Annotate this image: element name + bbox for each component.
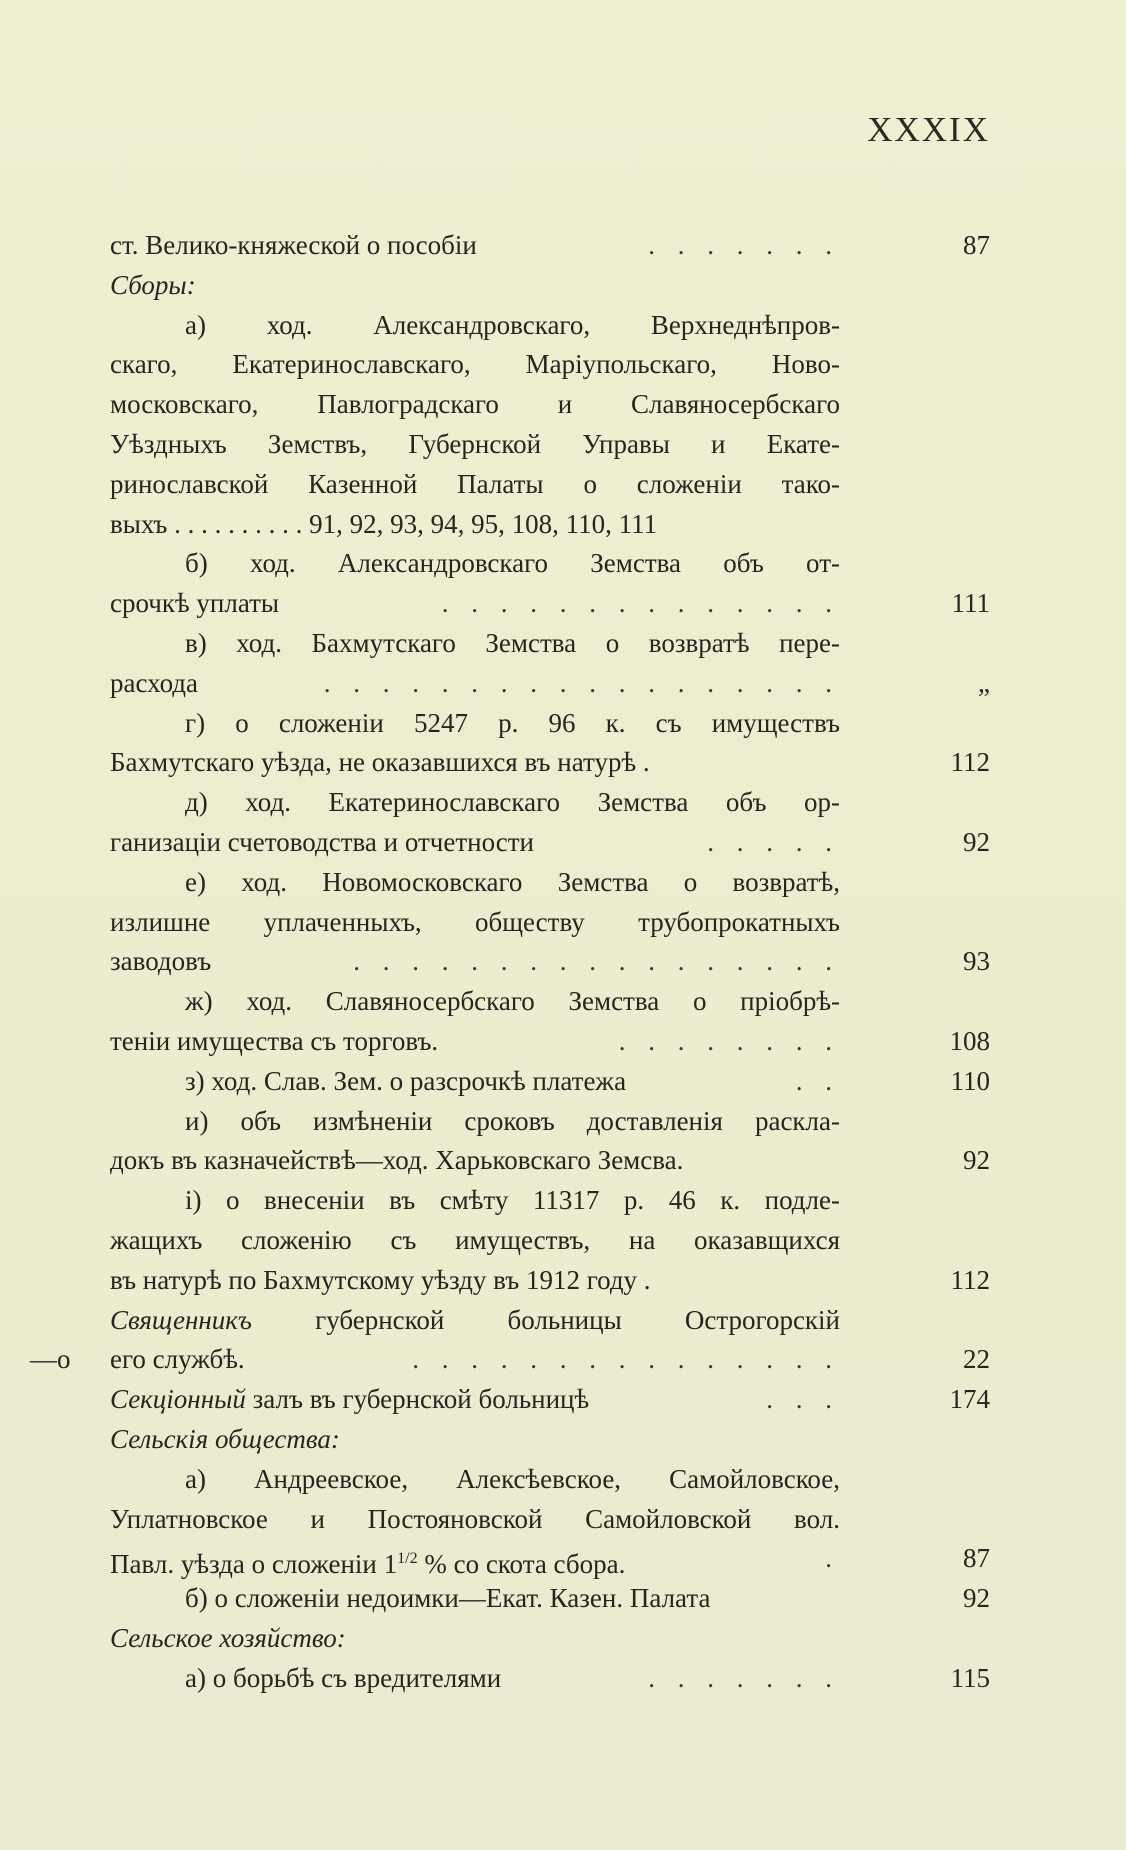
entry-text: ж) ход. Славяносербскаго Земства о пріобрѣ- — [185, 986, 840, 1017]
page-reference: 112 — [950, 1264, 990, 1295]
entry-text: Уѣздныхъ Земствъ, Губернской Управы и Екате- — [110, 428, 840, 459]
fraction-superscript: 1/2 — [397, 1550, 418, 1568]
entry-text: б) ход. Александровскаго Земства объ от- — [185, 548, 840, 579]
page-number: XXXIX — [867, 110, 990, 149]
entry-text: г) о сложеніи 5247 р. 96 к. съ имуществъ — [185, 707, 840, 738]
margin-mark: —о — [30, 1344, 71, 1375]
entry-text: Уплатновское и Постояновской Самойловской вол. — [110, 1503, 840, 1534]
entry-text: а) Андреевское, Алексѣевское, Самойловское, — [185, 1463, 840, 1494]
dot-leader: . — [825, 1543, 840, 1574]
index-line — [110, 1420, 990, 1460]
dot-leader: . . . . . . . . . . . . . . . . . . — [323, 667, 840, 698]
entry-text: Сборы: — [110, 269, 196, 300]
entry-text: московскаго, Павлоградскаго и Славяносербскаго — [110, 389, 840, 420]
dot-leader: . . . . . . . . — [618, 1025, 840, 1056]
index-line — [110, 1301, 990, 1341]
index-line — [110, 1659, 990, 1699]
index-line — [110, 226, 990, 266]
dot-leader: . . . . . — [707, 826, 840, 857]
page-reference: 22 — [963, 1344, 990, 1375]
entry-text: излишне уплаченныхъ, обществу трубопрокатныхъ — [110, 906, 840, 937]
entry-text: Павл. уѣзда о сложеніи $1^{1/2}$ % со скота сбора. — [110, 1549, 626, 1580]
page-reference: 115 — [950, 1662, 990, 1693]
index-line — [110, 425, 990, 465]
entry-text: срочкѣ уплаты — [110, 588, 280, 619]
page-reference: 93 — [963, 946, 990, 977]
entry-heading-italic: Секціонный — [110, 1384, 246, 1415]
entry-text: б) о сложеніи недоимки—Екат. Казен. Палата — [185, 1583, 711, 1614]
index-line — [110, 1261, 990, 1301]
entry-text: ринославской Казенной Палаты о сложеніи тако- — [110, 468, 840, 499]
index-line — [110, 544, 990, 584]
entry-text: Бахмутскаго уѣзда, не оказавшихся въ натурѣ . — [110, 747, 650, 778]
entry-text: скаго, Екатеринославскаго, Маріупольскаго, Ново- — [110, 349, 840, 380]
page-reference: 92 — [963, 1145, 990, 1176]
index-line — [110, 1619, 990, 1659]
index-line — [110, 624, 990, 664]
entry-text: а) ход. Александровскаго, Верхнеднѣпров- — [185, 309, 840, 340]
entry-text: и) объ измѣненіи сроковъ доставленія раскла- — [185, 1105, 840, 1136]
index-line — [30, 1340, 990, 1380]
index-line — [110, 982, 990, 1022]
index-line — [110, 1579, 990, 1619]
page-reference: 174 — [949, 1384, 990, 1415]
index-line — [110, 345, 990, 385]
entry-text: расхода — [110, 667, 199, 698]
entry-text: Секціонный залъ въ губернской больницѣ — [110, 1384, 590, 1415]
index-line — [110, 1141, 990, 1181]
index-line — [110, 505, 990, 545]
entry-text: теніи имущества съ торговъ. — [110, 1025, 439, 1056]
entry-text: д) ход. Екатеринославскаго Земства объ ор- — [185, 787, 840, 818]
dot-leader: . . . . . . . . . . . . . . — [441, 588, 840, 619]
index-line — [110, 783, 990, 823]
index-line — [110, 584, 990, 624]
index-line — [110, 1539, 990, 1579]
dot-leader: . . . . . . . . . . . . . . . . . — [353, 946, 840, 977]
entry-text: Сельскія общества: — [110, 1423, 340, 1454]
entry-text: Сельское хозяйство: — [110, 1622, 346, 1653]
entry-text: выхъ . . . . . . . . . . 91, 92, 93, 94, 95, 108, 110, 111 — [110, 508, 658, 539]
index-line — [110, 306, 990, 346]
index-line — [110, 1062, 990, 1102]
index-line — [110, 385, 990, 425]
entry-text: е) ход. Новомосковскаго Земства о возвратѣ, — [185, 866, 840, 897]
index-line — [110, 1460, 990, 1500]
entry-text: въ натурѣ по Бахмутскому уѣзду въ 1912 году . — [110, 1264, 651, 1295]
dot-leader: . . . . . . . — [648, 230, 840, 260]
index-line — [110, 664, 990, 704]
index-line — [110, 1500, 990, 1540]
page-reference: 112 — [950, 747, 990, 778]
index-line — [110, 823, 990, 863]
page-reference: 87 — [963, 230, 990, 260]
entry-text: а) о борьбѣ съ вредителями — [185, 1662, 502, 1693]
index-line — [110, 266, 990, 306]
entry-text: в) ход. Бахмутскаго Земства о возвратѣ пере- — [185, 627, 840, 658]
index-line — [110, 1221, 990, 1261]
entry-heading-italic: Священникъ — [110, 1304, 252, 1335]
index-line — [110, 743, 990, 783]
page-reference: 87 — [963, 1543, 990, 1574]
index-line — [110, 1102, 990, 1142]
index-line — [110, 1181, 990, 1221]
page-reference: „ — [978, 667, 990, 698]
entry-text: докъ въ казначействѣ—ход. Харьковскаго Земсва. — [110, 1145, 684, 1176]
index-line — [110, 704, 990, 744]
index-line — [110, 903, 990, 943]
entry-text: заводовъ — [110, 946, 212, 977]
entry-text: і) о внесеніи въ смѣту 11317 р. 46 к. подле- — [185, 1185, 840, 1216]
page-reference: 92 — [963, 826, 990, 857]
page-reference: 108 — [949, 1025, 990, 1056]
index-column — [30, 226, 990, 1698]
entry-text: его службѣ. — [110, 1344, 245, 1375]
entry-text: жащихъ сложенію съ имуществъ, на оказавщихся — [110, 1224, 840, 1255]
page-reference: 111 — [951, 588, 990, 619]
index-line — [110, 465, 990, 505]
index-line — [110, 1022, 990, 1062]
index-line — [110, 942, 990, 982]
dot-leader: . . . . . . . — [648, 1662, 840, 1693]
index-line — [110, 1380, 990, 1420]
entry-text: ст. Велико-княжеской о пособіи — [110, 230, 477, 260]
entry-text: з) ход. Слав. Зем. о разсрочкѣ платежа — [185, 1065, 627, 1096]
page-reference: 92 — [963, 1583, 990, 1614]
dot-leader: . . — [795, 1065, 840, 1096]
dot-leader: . . . — [766, 1384, 840, 1415]
dot-leader: . . . . . . . . . . . . . . . — [412, 1344, 840, 1375]
entry-text: Священникъ губернской больницы Острогорскій — [110, 1304, 840, 1335]
index-line — [110, 863, 990, 903]
page-reference: 110 — [950, 1065, 990, 1096]
entry-text: ганизаціи счетоводства и отчетности — [110, 826, 534, 857]
